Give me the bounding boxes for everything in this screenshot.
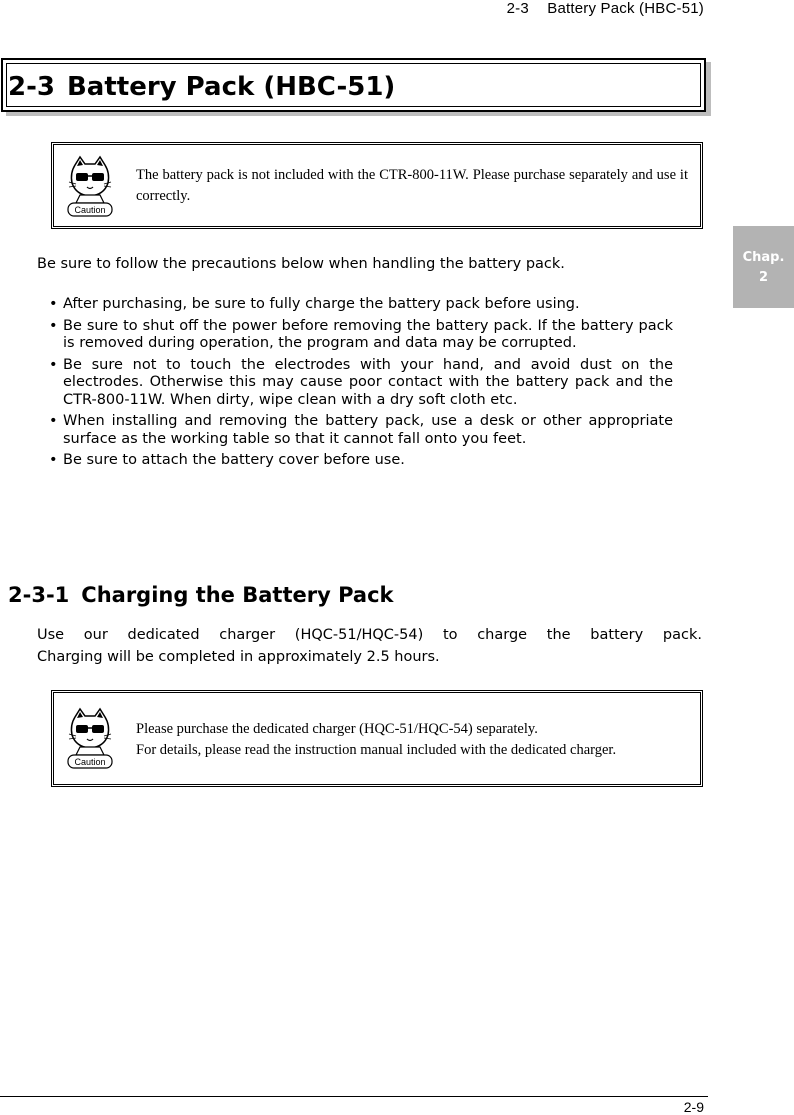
intro-paragraph: Be sure to follow the precautions below when handling the battery pack. [37,256,565,272]
list-item-text: After purchasing, be sure to fully charge the battery pack before using. [63,296,580,312]
section-number: 2-3 [8,72,55,102]
charging-line-2: Charging will be completed in approximately 2.5 hours. [37,649,440,665]
subsection-title-text: Charging the Battery Pack [81,583,394,607]
list-item-text: When installing and removing the battery pack, use a desk or other appropriate surface as the working table so that it cannot fall onto you feet. [63,413,673,447]
caution-cat-icon [66,707,114,769]
section-title-text: Battery Pack (HBC-51) [66,72,396,102]
caution-icon-label: Caution [74,757,106,767]
subsection-number: 2-3-1 [8,583,70,607]
section-title [8,72,395,102]
running-header-section-name: Battery Pack (HBC-51) [547,0,704,17]
chapter-tab-label: Chap. [742,250,785,265]
running-header [507,0,704,17]
subsection-title [8,583,394,607]
chapter-tab[interactable] [733,226,794,308]
list-item-text: Be sure not to touch the electrodes with your hand, and avoid dust on the electrodes. Otherwise this may cause poor contact with the battery pack and the CTR-800-11W. When dirty, wipe clean with a dry soft cloth etc. [63,356,673,408]
list-item: • After purchasing, be sure to fully charge the battery pack before using. [49,296,580,312]
footer-divider [0,1096,708,1097]
chapter-tab-number: 2 [758,270,769,285]
running-header-section-num: 2-3 [506,0,529,17]
caution-text [136,719,688,761]
caution-message: The battery pack is not included with the CTR-800-11W. Please purchase separately and use it correctly. [136,167,688,204]
caution-icon-label: Caution [74,205,106,215]
charging-paragraph [37,624,702,668]
list-item: • Be sure not to touch the electrodes with your hand, and avoid dust on the electrodes. Otherwise this may cause poor contact with the battery pack and the CTR-800-11W. When dirty, wipe clean with a dry soft cloth etc. [49,356,673,408]
list-item: • Be sure to shut off the power before removing the battery pack. If the battery pack is removed during operation, the program and data may be corrupted. [49,317,673,351]
list-item-text: Be sure to shut off the power before removing the battery pack. If the battery pack is removed during operation, the program and data may be corrupted. [63,317,673,351]
list-item-text: Be sure to attach the battery cover before use. [63,452,405,468]
precaution-list [51,296,673,474]
list-item: • When installing and removing the battery pack, use a desk or other appropriate surface as the working table so that it cannot fall onto you feet. [49,413,673,447]
caution-text [136,165,688,207]
page-number: 2-9 [683,1099,704,1115]
caution-cat-icon [66,155,114,217]
list-item: • Be sure to attach the battery cover before use. [49,452,405,468]
caution-line-1: Please purchase the dedicated charger (HQC-51/HQC-54) separately. [136,721,538,737]
charging-line-1: Use our dedicated charger (HQC-51/HQC-54) to charge the battery pack. [37,627,702,643]
caution-note-charger [51,690,703,787]
caution-note-battery [51,142,703,229]
caution-line-2: For details, please read the instruction manual included with the dedicated charger. [136,742,617,758]
